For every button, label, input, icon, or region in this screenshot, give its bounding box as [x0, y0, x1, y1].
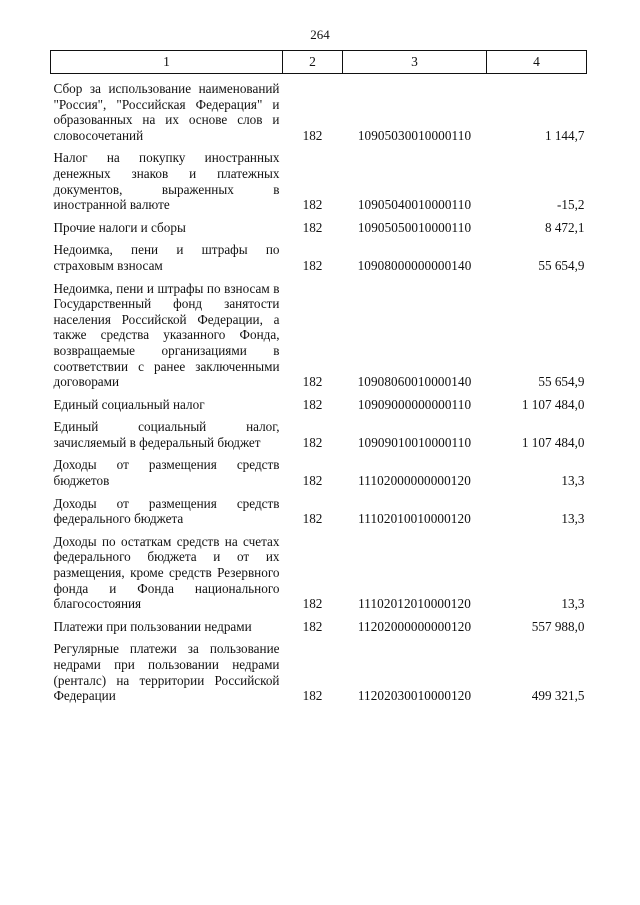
column-header-4: 4 [487, 51, 587, 74]
row-name-cell: Прочие налоги и сборы [53, 219, 186, 235]
row-name-cell: Регулярные платежи за пользование недрами при пользовании недрами (ренталс) на территории Российской Федерации [53, 641, 280, 704]
row-name-cell: Недоимка, пени и штрафы по страховым взносам [53, 242, 280, 273]
column-header-2: 2 [283, 51, 343, 74]
row-admin-code-cell: 182 [302, 374, 323, 390]
budget-table [50, 50, 587, 704]
row-amount-cell: 13,3 [561, 511, 585, 527]
row-amount-cell: 8 472,1 [544, 219, 585, 235]
row-name-cell: Доходы от размещения средств бюджетов [53, 457, 280, 489]
column-header-1: 1 [51, 51, 283, 74]
table-row [51, 213, 587, 236]
row-budget-code-cell: 11102010010000120 [358, 511, 471, 527]
table-header [51, 51, 587, 74]
row-name-cell: Доходы по остаткам средств на счетах федерального бюджета и от их размещения, кроме средств Резервного фонда и Фонда национального благосостояния [53, 533, 280, 612]
row-amount-cell: 13,3 [561, 596, 585, 612]
page-number: 264 [310, 27, 330, 42]
row-admin-code-cell: 182 [302, 197, 323, 213]
row-budget-code-cell: 11102000000000120 [358, 473, 471, 489]
table-row [51, 527, 587, 612]
row-name-cell: Платежи при пользовании недрами [53, 618, 252, 634]
row-amount-cell: 55 654,9 [538, 257, 585, 273]
table-row [51, 412, 587, 450]
row-amount-cell: 499 321,5 [531, 688, 585, 704]
table-row [51, 390, 587, 413]
table-body [51, 74, 587, 704]
table-row [51, 235, 587, 273]
row-name-cell: Доходы от размещения средств федерального бюджета [53, 495, 280, 527]
row-budget-code-cell: 10908060010000140 [357, 374, 472, 390]
row-name-cell: Недоимка, пени и штрафы по взносам в Государственный фонд занятости населения Российской Федерации, а также средства указанного Фонда, возвращаемые организациями в соответствии с ранее заключенными договорами [53, 280, 280, 390]
row-budget-code-cell: 10909010010000110 [357, 434, 472, 450]
row-budget-code-cell: 11202000000000120 [357, 618, 472, 634]
row-name-cell: Единый социальный налог, зачисляемый в федеральный бюджет [53, 419, 280, 450]
row-name-cell: Единый социальный налог [53, 396, 205, 412]
row-amount-cell: 1 144,7 [544, 127, 585, 143]
table-row [51, 612, 587, 635]
row-admin-code-cell: 182 [302, 434, 323, 450]
row-amount-cell: 55 654,9 [538, 374, 585, 390]
row-budget-code-cell: 11102012010000120 [358, 596, 471, 612]
row-amount-cell: 13,3 [561, 473, 585, 489]
row-budget-code-cell: 10909000000000110 [357, 396, 472, 412]
row-name-cell: Сбор за использование наименований "Россия", "Российская Федерация" и образованных на их основе слов и словосочетаний [53, 81, 280, 143]
table-row [51, 274, 587, 390]
column-header-3: 3 [343, 51, 487, 74]
row-admin-code-cell: 182 [302, 396, 323, 412]
row-admin-code-cell: 182 [302, 618, 323, 634]
row-admin-code-cell: 182 [302, 257, 323, 273]
table-row [51, 74, 587, 144]
row-budget-code-cell: 10905030010000110 [357, 127, 472, 143]
table-row [51, 450, 587, 488]
row-admin-code-cell: 182 [302, 127, 323, 143]
row-amount-cell: 1 107 484,0 [521, 396, 585, 412]
row-budget-code-cell: 10908000000000140 [357, 257, 472, 273]
row-amount-cell: 1 107 484,0 [521, 434, 585, 450]
table-row [51, 143, 587, 212]
row-budget-code-cell: 10905040010000110 [357, 197, 472, 213]
row-budget-code-cell: 10905050010000110 [357, 219, 472, 235]
table-row [51, 634, 587, 703]
row-admin-code-cell: 182 [302, 473, 323, 489]
row-admin-code-cell: 182 [302, 596, 323, 612]
column-number-row [51, 51, 587, 74]
row-name-cell: Налог на покупку иностранных денежных знаков и платежных документов, выраженных в иностранной валюте [53, 150, 280, 213]
row-budget-code-cell: 11202030010000120 [357, 688, 472, 704]
row-amount-cell: -15,2 [557, 197, 585, 213]
row-admin-code-cell: 182 [302, 688, 323, 704]
row-admin-code-cell: 182 [302, 511, 323, 527]
row-amount-cell: 557 988,0 [531, 618, 585, 634]
row-admin-code-cell: 182 [302, 219, 323, 235]
table-row [51, 489, 587, 527]
